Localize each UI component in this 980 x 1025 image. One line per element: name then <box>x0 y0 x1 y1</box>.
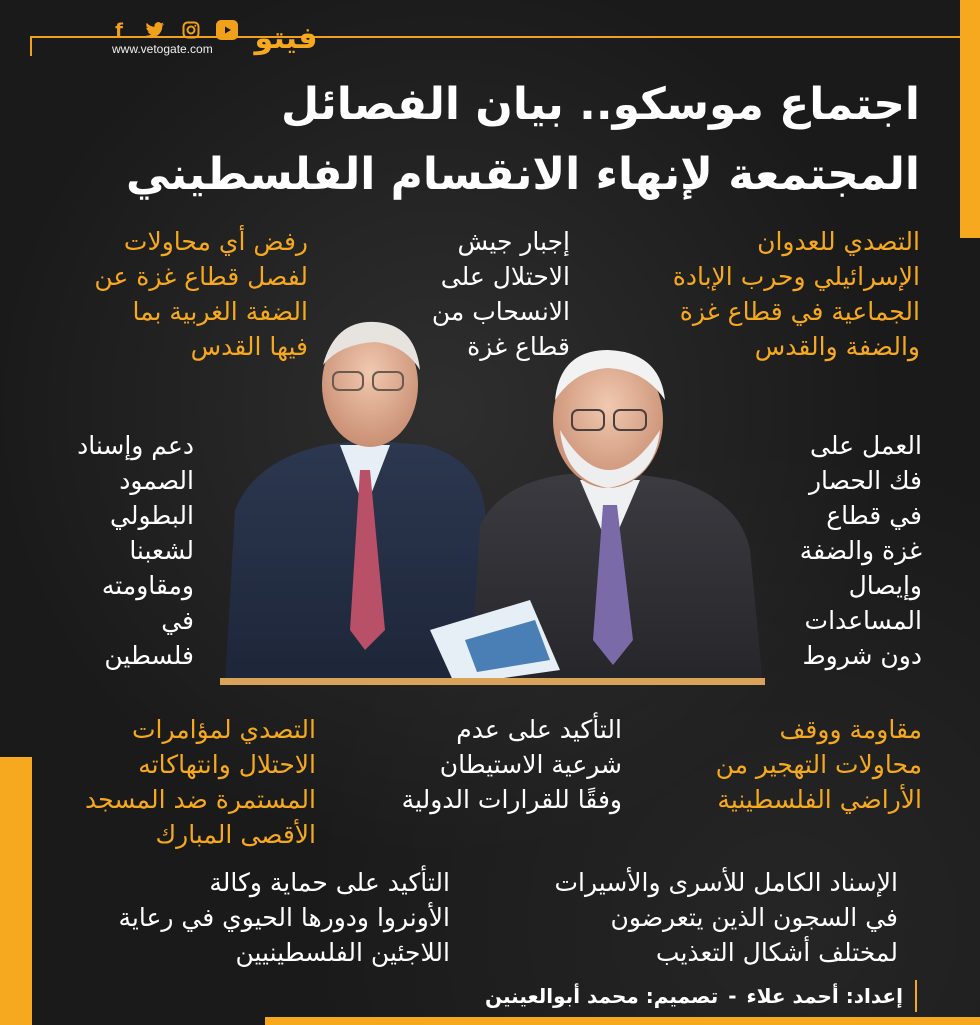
accent-bar-right <box>960 0 980 238</box>
point-line: التأكيد على عدم <box>456 715 622 744</box>
point-line: غزة والضفة <box>799 536 922 565</box>
twitter-icon[interactable] <box>144 20 166 40</box>
facebook-icon[interactable]: f <box>115 19 123 41</box>
point-line: الانسحاب من <box>431 297 570 326</box>
point-line: إجبار جيش <box>457 227 570 256</box>
point-bottom-left <box>119 865 450 970</box>
point-bottom-right <box>555 865 898 970</box>
point-line: قطاع غزة <box>467 332 570 361</box>
accent-bar-left <box>0 757 32 1025</box>
leaders-photo <box>215 310 770 685</box>
credit-prepared: إعداد: أحمد علاء <box>746 984 903 1008</box>
point-line: والضفة والقدس <box>754 332 920 361</box>
point-line: الأقصى المبارك <box>155 820 316 849</box>
point-line: وإيصال <box>848 571 922 600</box>
point-line: الإسناد الكامل للأسرى والأسيرات <box>554 868 898 897</box>
point-line: مقاومة ووقف <box>779 715 922 744</box>
site-url[interactable]: www.vetogate.com <box>112 42 213 56</box>
title-line-1: اجتماع موسكو.. بيان الفصائل <box>281 79 920 130</box>
frame-corner <box>30 36 32 56</box>
credits-divider <box>915 980 917 1012</box>
point-line: الضفة الغربية بما <box>132 297 308 326</box>
logo-text: فيتو <box>254 20 318 56</box>
point-low-right <box>716 712 922 817</box>
point-line: فيها القدس <box>190 332 308 361</box>
credits <box>485 975 930 1017</box>
point-mid-right <box>800 428 922 673</box>
point-line: شرعية الاستيطان <box>439 750 622 779</box>
point-line: الجماعية في قطاع غزة <box>679 297 920 326</box>
point-line: العمل على <box>810 431 922 460</box>
point-line: الأونروا ودورها الحيوي في رعاية <box>118 903 450 932</box>
point-line: التأكيد على حماية وكالة <box>209 868 450 897</box>
point-line: فك الحصار <box>808 466 922 495</box>
youtube-icon[interactable] <box>216 20 238 40</box>
point-low-left <box>85 712 316 852</box>
point-line: في قطاع <box>826 501 922 530</box>
accent-bar-bottom <box>265 1017 980 1025</box>
point-line: الصمود <box>119 466 194 495</box>
point-line: لشعبنا <box>129 536 194 565</box>
point-line: لمختلف أشكال التعذيب <box>655 938 898 967</box>
point-line: اللاجئين الفلسطينيين <box>235 938 450 967</box>
point-line: الاحتلال وانتهاكاته <box>138 750 316 779</box>
brand-logo <box>240 18 332 58</box>
point-line: الأراضي الفلسطينية <box>717 785 922 814</box>
point-line: الإسرائيلي وحرب الإبادة <box>672 262 920 291</box>
point-line: في <box>161 606 194 635</box>
point-line: المستمرة ضد المسجد <box>84 785 316 814</box>
point-mid-left <box>77 428 194 673</box>
title-line-2: المجتمعة لإنهاء الانقسام الفلسطيني <box>126 149 920 200</box>
point-line: البطولي <box>110 501 194 530</box>
point-line: ومقاومته <box>101 571 194 600</box>
point-line: وفقًا للقرارات الدولية <box>401 785 622 814</box>
credit-dash: - <box>728 984 737 1008</box>
point-line: المساعدات <box>804 606 922 635</box>
point-line: محاولات التهجير من <box>715 750 922 779</box>
point-line: الاحتلال على <box>440 262 570 291</box>
point-line: التصدي لمؤامرات <box>131 715 316 744</box>
instagram-icon[interactable] <box>180 20 202 40</box>
credit-design: تصميم: محمد أبوالعينين <box>485 984 719 1008</box>
point-line: في السجون الذين يتعرضون <box>610 903 898 932</box>
point-line: لفصل قطاع غزة عن <box>94 262 308 291</box>
social-links <box>108 20 238 40</box>
point-low-center <box>402 712 622 817</box>
point-line: رفض أي محاولات <box>123 227 308 256</box>
page-title <box>100 70 920 210</box>
point-line: دعم وإسناد <box>77 431 194 460</box>
point-line: فلسطين <box>104 641 194 670</box>
point-line: التصدي للعدوان <box>757 227 920 256</box>
point-line: دون شروط <box>802 641 922 670</box>
